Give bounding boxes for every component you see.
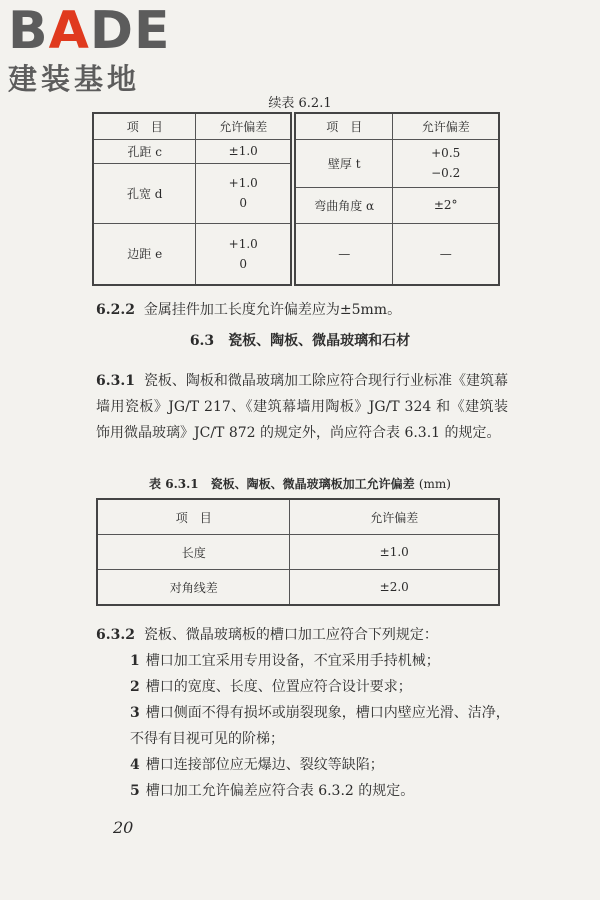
header-cell: 允许偏差 [290, 499, 499, 535]
item-cell: 孔宽 d [93, 163, 196, 223]
table-row [93, 163, 291, 223]
clause-text: 瓷板、陶板和微晶玻璃加工除应符合现行行业标准《建筑幕墙用瓷板》JG/T 217、《建筑幕墙用陶板》JG/T 324 和《建筑装饰用微晶玻璃》JC/T 872 的规定外，尚应符合表 6.3.1 的规定。 [96, 373, 509, 441]
table-row [93, 139, 291, 163]
tolerance-cell: +1.0 0 [196, 223, 291, 285]
brand-logo [8, 1, 171, 96]
clause-6-2-2 [96, 297, 401, 323]
table-row [97, 535, 499, 570]
header-cell: 允许偏差 [196, 113, 291, 139]
clause-number: 6.3.2 [96, 627, 135, 643]
table-caption: 表 6.3.1 瓷板、陶板、微晶玻璃板加工允许偏差 (mm) [149, 477, 451, 491]
table-caption: 续表 6.2.1 [268, 96, 332, 111]
clause-text: 金属挂件加工长度允许偏差应为±5mm。 [143, 302, 402, 318]
tolerance-cell: ±1.0 [290, 535, 499, 570]
tolerance-cell: ±2.0 [290, 570, 499, 606]
tolerance-cell: +1.0 0 [196, 163, 291, 223]
logo-wordmark: BADE [8, 1, 171, 61]
table-row [295, 223, 499, 285]
tolerance-table-6-3-1 [96, 498, 500, 606]
item-cell: 边距 e [93, 223, 196, 285]
list-item: 3 槽口侧面不得有损坏或崩裂现象，槽口内壁应光滑、洁净，不得有目视可见的阶梯； [130, 705, 510, 747]
tolerance-cell: — [393, 223, 499, 285]
item-cell: 壁厚 t [295, 139, 393, 187]
page-number: 20 [113, 818, 134, 837]
tolerance-cell: ±1.0 [196, 139, 291, 163]
table-row [295, 139, 499, 187]
clause-number: 6.3.1 [96, 373, 135, 389]
clause-6-3-2 [96, 622, 516, 804]
tolerance-cell: ±2° [393, 187, 499, 223]
tolerance-table-left [92, 112, 292, 286]
clause-intro: 6.3.2 瓷板、微晶玻璃板的槽口加工应符合下列规定： [96, 627, 438, 643]
table-header-row [97, 499, 499, 535]
clause-6-3-1 [96, 368, 508, 446]
clause-number: 6.2.2 [96, 302, 135, 318]
item-cell: 对角线差 [97, 570, 290, 606]
header-cell: 项 目 [93, 113, 196, 139]
item-cell: 长度 [97, 535, 290, 570]
table-row [93, 223, 291, 285]
table-row [295, 187, 499, 223]
item-cell: 孔距 c [93, 139, 196, 163]
list-item: 2 槽口的宽度、长度、位置应符合设计要求； [130, 679, 412, 695]
table-row [97, 570, 499, 606]
header-cell: 项 目 [97, 499, 290, 535]
logo-subtitle: 建装基地 [8, 62, 141, 96]
header-cell: 项 目 [295, 113, 393, 139]
header-cell: 允许偏差 [393, 113, 499, 139]
table-header-row [93, 113, 291, 139]
table-header-row [295, 113, 499, 139]
item-cell: — [295, 223, 393, 285]
section-heading: 6.3 瓷板、陶板、微晶玻璃和石材 [189, 333, 411, 349]
list-item: 4 槽口连接部位应无爆边、裂纹等缺陷； [130, 757, 384, 773]
tolerance-table-right [294, 112, 500, 286]
item-cell: 弯曲角度 α [295, 187, 393, 223]
list-item: 1 槽口加工宜采用专用设备，不宜采用手持机械； [130, 653, 440, 669]
tolerance-cell: +0.5 −0.2 [393, 139, 499, 187]
list-item: 5 槽口加工允许偏差应符合表 6.3.2 的规定。 [130, 783, 415, 799]
